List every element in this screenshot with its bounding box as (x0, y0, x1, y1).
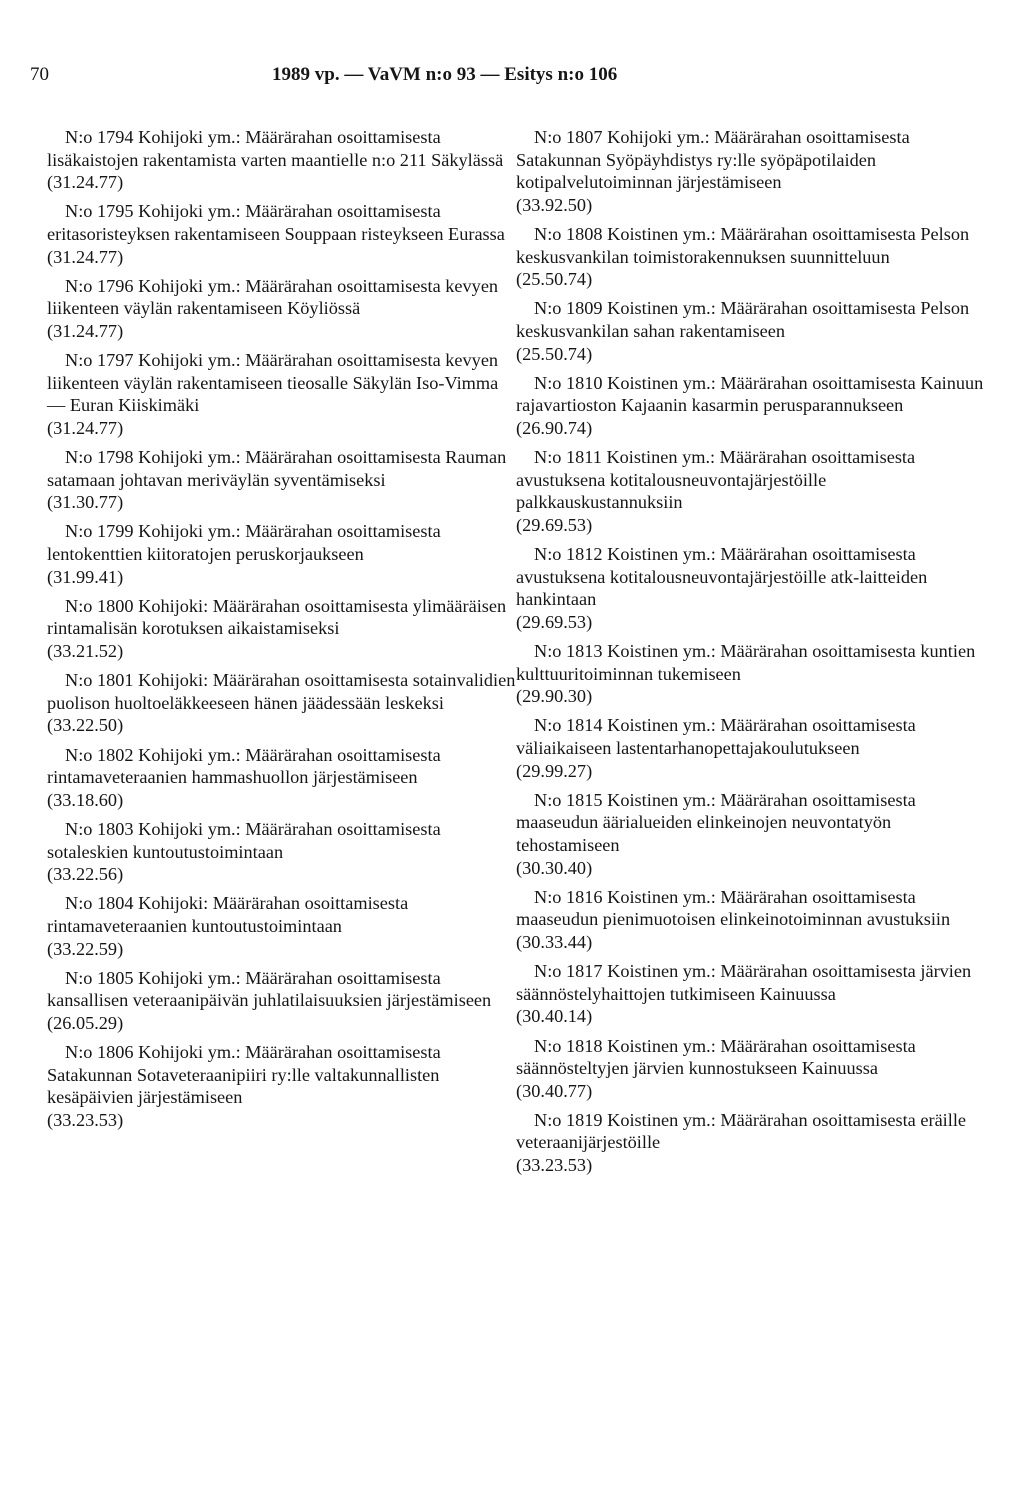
entry-code: (33.21.52) (47, 641, 124, 662)
entry-code: (26.05.29) (47, 1012, 124, 1033)
entry-text: N:o 1797 Kohijoki ym.: Määrärahan osoittamisesta kevyen liikenteen väylän rakentamiseen tieosalle Säkylän Iso-Vimma — Euran Kiiskimäki (47, 350, 499, 416)
entry-code: (33.23.53) (516, 1155, 593, 1176)
entry-code: (30.30.40) (516, 857, 593, 878)
entry-code: (25.50.74) (516, 269, 593, 290)
entry-text: N:o 1798 Kohijoki ym.: Määrärahan osoittamisesta Rauman satamaan johtavan meriväylän syventämiseksi (47, 447, 507, 490)
entry-text: N:o 1801 Kohijoki: Määrärahan osoittamisesta sotainvalidien puolison huoltoeläkkeeseen hänen jäädessään leskeksi (47, 670, 516, 713)
list-item (516, 886, 986, 954)
entry-code: (33.22.56) (47, 864, 124, 885)
entry-code: (29.69.53) (516, 514, 593, 535)
entry-code: (33.18.60) (47, 789, 124, 810)
entry-code: (31.99.41) (47, 566, 124, 587)
list-item (47, 744, 517, 812)
entry-code: (31.24.77) (47, 172, 124, 193)
list-item (47, 669, 517, 737)
entry-text: N:o 1811 Koistinen ym.: Määrärahan osoittamisesta avustuksena kotitalousneuvontajärjestöille palkkauskustannuksiin (516, 447, 916, 513)
entry-code: (33.22.50) (47, 715, 124, 736)
entry-text: N:o 1806 Kohijoki ym.: Määrärahan osoittamisesta Satakunnan Sotaveteraanipiiri ry:lle valtakunnallisten kesäpäivien järjestämiseen (47, 1042, 441, 1108)
list-item (47, 967, 517, 1035)
entry-code: (31.24.77) (47, 417, 124, 438)
left-column (47, 126, 517, 1138)
entry-text: N:o 1810 Koistinen ym.: Määrärahan osoittamisesta Kainuun rajavartioston Kajaanin kasarmin perusparannukseen (516, 372, 984, 416)
list-item (516, 640, 986, 708)
entry-text: N:o 1812 Koistinen ym.: Määrärahan osoittamisesta avustuksena kotitalousneuvontajärjestöille atk-laitteiden hankintaan (516, 544, 928, 610)
list-item (516, 223, 986, 291)
running-head: 1989 vp. — VaVM n:o 93 — Esitys n:o 106 (272, 64, 618, 85)
entry-text: N:o 1814 Koistinen ym.: Määrärahan osoittamisesta väliaikaiseen lastentarhanopettajakoulutukseen (516, 715, 916, 758)
page-number: 70 (30, 64, 49, 85)
list-item (47, 349, 517, 439)
entry-code: (33.23.53) (47, 1109, 124, 1130)
entry-code: (31.24.77) (47, 246, 124, 267)
entry-code: (31.24.77) (47, 320, 124, 341)
entry-text: N:o 1796 Kohijoki ym.: Määrärahan osoittamisesta kevyen liikenteen väylän rakentamiseen Köyliössä (47, 275, 499, 319)
entry-text: N:o 1817 Koistinen ym.: Määrärahan osoittamisesta järvien säännöstelyhaittojen tutkimiseen Kainuussa (516, 961, 972, 1004)
entry-code: (33.22.59) (47, 938, 124, 959)
list-item (516, 543, 986, 633)
list-item (47, 1041, 517, 1131)
list-item (516, 372, 986, 440)
entry-code: (29.69.53) (516, 611, 593, 632)
entry-code: (29.90.30) (516, 686, 593, 707)
entry-text: N:o 1802 Kohijoki ym.: Määrärahan osoittamisesta rintamaveteraanien hammashuollon järjestämiseen (47, 744, 441, 788)
list-item (47, 520, 517, 588)
list-item (516, 714, 986, 782)
entry-text: N:o 1803 Kohijoki ym.: Määrärahan osoittamisesta sotaleskien kuntoutustoimintaan (47, 818, 441, 862)
list-item (47, 275, 517, 343)
entry-text: N:o 1807 Kohijoki ym.: Määrärahan osoittamisesta Satakunnan Syöpäyhdistys ry:lle syöpäpotilaiden kotipalvelutoiminnan järjestämiseen (516, 127, 910, 193)
entry-code: (30.33.44) (516, 931, 593, 952)
entry-text: N:o 1809 Koistinen ym.: Määrärahan osoittamisesta Pelson keskusvankilan sahan rakentamiseen (516, 298, 970, 341)
list-item (516, 446, 986, 536)
right-column (516, 126, 986, 1183)
list-item (47, 818, 517, 886)
entry-text: N:o 1816 Koistinen ym.: Määrärahan osoittamisesta maaseudun pienimuotoisen elinkeinotoiminnan avustuksiin (516, 886, 951, 930)
entry-text: N:o 1804 Kohijoki: Määrärahan osoittamisesta rintamaveteraanien kuntoutustoimintaan (47, 893, 409, 936)
entry-text: N:o 1795 Kohijoki ym.: Määrärahan osoittamisesta eritasoristeyksen rakentamiseen Souppaan risteykseen Eurassa (47, 201, 505, 244)
list-item (516, 297, 986, 365)
list-item (516, 1035, 986, 1103)
list-item (516, 1109, 986, 1177)
entry-code: (30.40.14) (516, 1006, 593, 1027)
list-item (47, 892, 517, 960)
list-item (47, 595, 517, 663)
entry-text: N:o 1808 Koistinen ym.: Määrärahan osoittamisesta Pelson keskusvankilan toimistorakennuksen suunnitteluun (516, 223, 970, 267)
list-item (516, 960, 986, 1028)
entry-text: N:o 1799 Kohijoki ym.: Määrärahan osoittamisesta lentokenttien kiitoratojen peruskorjaukseen (47, 521, 441, 565)
entry-code: (26.90.74) (516, 417, 593, 438)
list-item (47, 126, 517, 194)
entry-code: (29.99.27) (516, 760, 593, 781)
entry-text: N:o 1813 Koistinen ym.: Määrärahan osoittamisesta kuntien kulttuuritoiminnan tukemiseen (516, 641, 976, 684)
entry-text: N:o 1794 Kohijoki ym.: Määrärahan osoittamisesta lisäkaistojen rakentamista varten maantielle n:o 211 Säkylässä (47, 127, 504, 170)
entry-text: N:o 1815 Koistinen ym.: Määrärahan osoittamisesta maaseudun äärialueiden elinkeinojen neuvontatyön tehostamiseen (516, 789, 916, 855)
entry-text: N:o 1819 Koistinen ym.: Määrärahan osoittamisesta eräille veteraanijärjestöille (516, 1109, 967, 1153)
list-item (516, 126, 986, 216)
entry-code: (25.50.74) (516, 343, 593, 364)
entry-text: N:o 1805 Kohijoki ym.: Määrärahan osoittamisesta kansallisen veteraanipäivän juhlatilaisuuksien järjestämiseen (47, 967, 492, 1011)
entry-code: (31.30.77) (47, 492, 124, 513)
entry-text: N:o 1800 Kohijoki: Määrärahan osoittamisesta ylimääräisen rintamalisän korotuksen aikaistamiseksi (47, 595, 507, 639)
list-item (516, 789, 986, 879)
list-item (47, 200, 517, 268)
entry-code: (33.92.50) (516, 194, 593, 215)
entry-code: (30.40.77) (516, 1080, 593, 1101)
list-item (47, 446, 517, 514)
entry-text: N:o 1818 Koistinen ym.: Määrärahan osoittamisesta säännösteltyjen järvien kunnostukseen Kainuussa (516, 1035, 916, 1079)
